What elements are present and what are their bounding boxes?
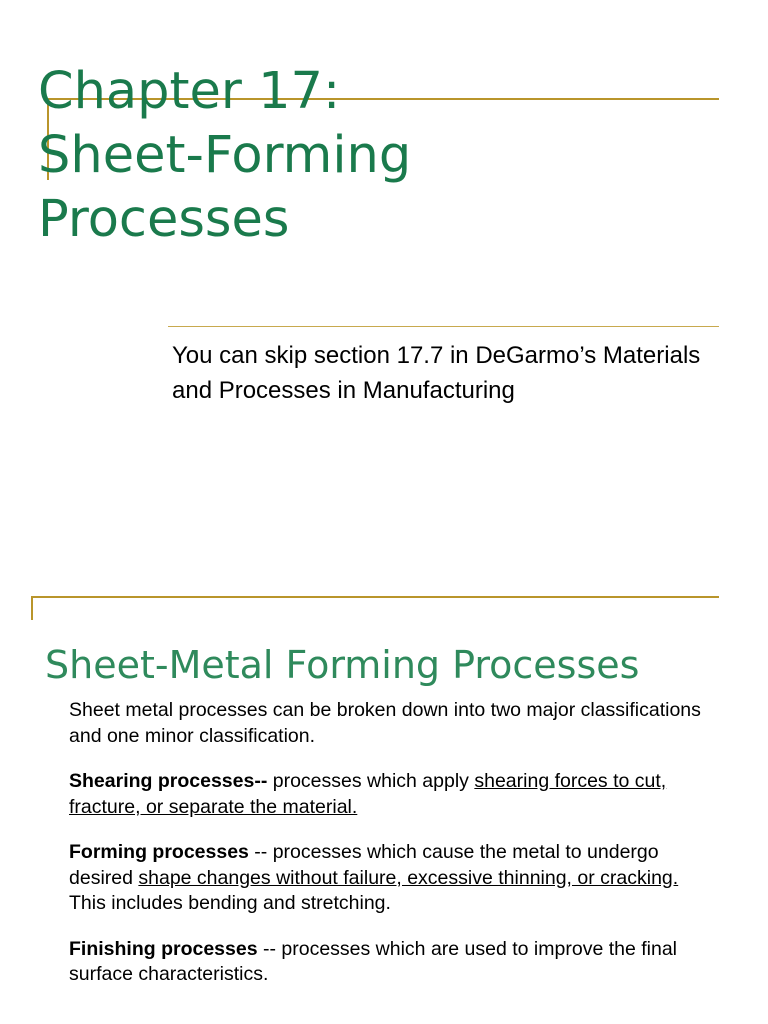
paragraph-finishing bbox=[69, 937, 709, 988]
paragraph-forming-tail: This includes bending and stretching. bbox=[69, 892, 391, 914]
paragraph-shearing bbox=[69, 769, 709, 820]
intro-paragraph: Sheet metal processes can be broken down into two major classifications and one minor classification. bbox=[69, 699, 701, 747]
paragraph-finishing-text: -- processes which are used to improve the final surface characteristics. bbox=[69, 937, 678, 985]
paragraph-shearing-text: processes which apply bbox=[267, 770, 475, 792]
paragraph-forming-lead: Forming processes bbox=[69, 841, 249, 863]
title-line-1: Chapter 17: bbox=[38, 62, 341, 122]
paragraph-shearing-underlined: shearing forces to cut, fracture, or separate the material. bbox=[69, 770, 667, 818]
title-line-3: Processes bbox=[38, 190, 290, 250]
subtitle-rule bbox=[168, 326, 719, 327]
content-body bbox=[69, 698, 709, 988]
title-line-2: Sheet-Forming bbox=[38, 126, 412, 186]
paragraph-forming bbox=[69, 840, 709, 917]
page-title bbox=[38, 60, 668, 252]
content-top-rule bbox=[31, 596, 719, 598]
content-left-rule bbox=[31, 596, 33, 620]
paragraph-finishing-lead: Finishing processes bbox=[69, 937, 258, 960]
paragraph-forming-underlined: shape changes without failure, excessive thinning, or cracking. bbox=[138, 866, 679, 889]
paragraph-shearing-lead: Shearing processes-- bbox=[69, 770, 268, 792]
slide-subtitle: You can skip section 17.7 in DeGarmo’s Materials and Processes in Manufacturing bbox=[172, 342, 701, 404]
paragraph-forming-text: -- processes which cause the metal to undergo desired bbox=[69, 841, 659, 889]
content-slide bbox=[0, 560, 768, 1024]
content-slide-title: Sheet-Metal Forming Processes bbox=[45, 642, 640, 687]
